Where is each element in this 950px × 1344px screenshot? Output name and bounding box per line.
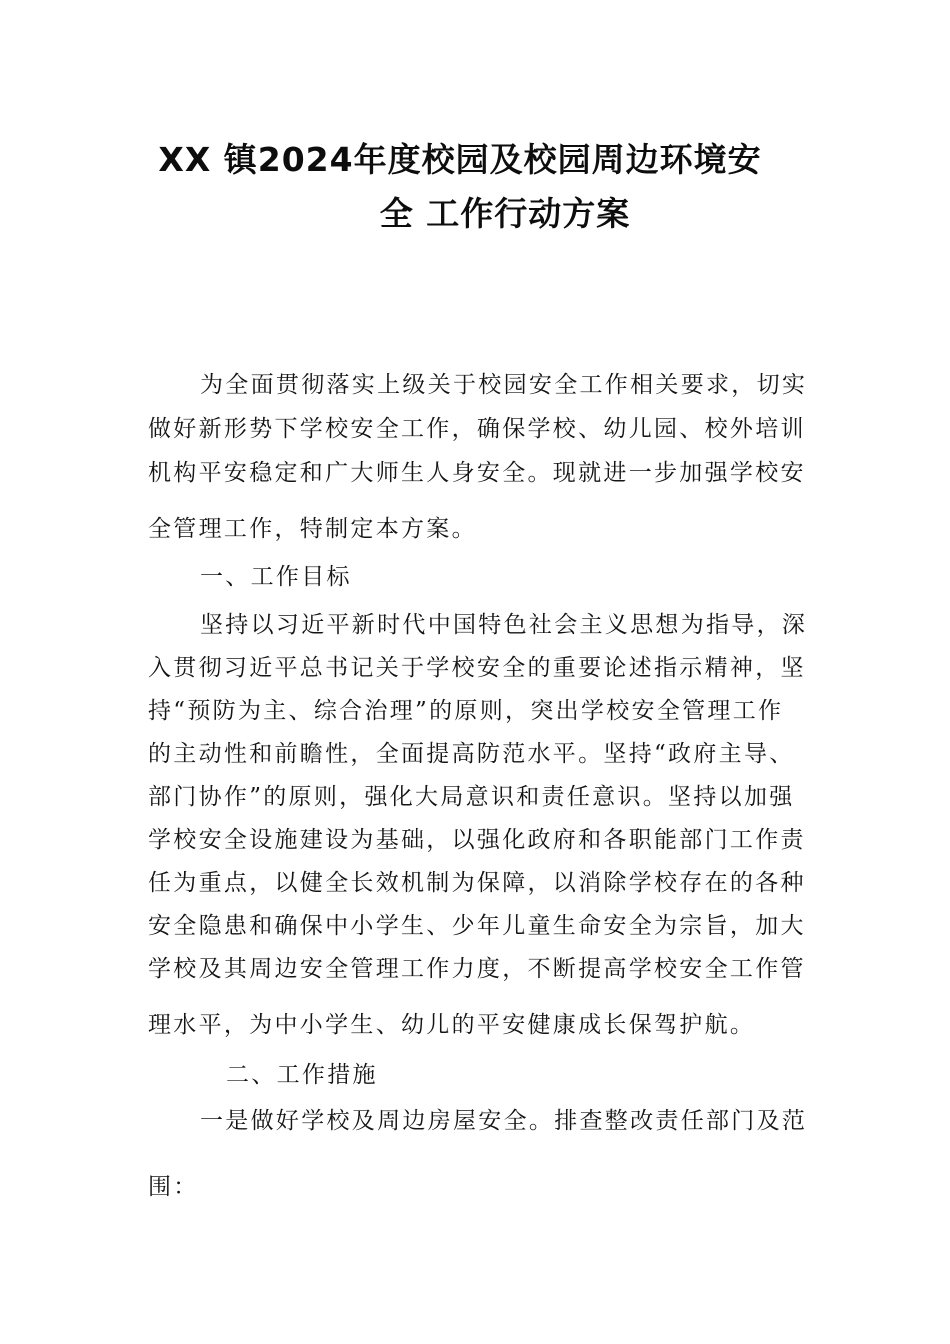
text-line: 入贯彻习近平总书记关于学校安全的重要论述指示精神，坚 <box>148 655 806 681</box>
text-line: 任为重点，以健全长效机制为保障，以消除学校存在的各种 <box>148 870 806 896</box>
text-line: 部门协作”的原则，强化大局意识和责任意识。坚持以加强 <box>148 784 795 810</box>
section-heading: 一、工作目标 <box>200 564 352 590</box>
text-line: 学校安全设施建设为基础，以强化政府和各职能部门工作责 <box>148 827 806 853</box>
text-line: 为全面贯彻落实上级关于校园安全工作相关要求，切实 <box>200 372 808 398</box>
text-line: 全管理工作，特制定本方案。 <box>148 516 477 542</box>
text-line: 围： <box>148 1174 199 1200</box>
text-line: 安全隐患和确保中小学生、少年儿童生命安全为宗旨，加大 <box>148 913 806 939</box>
text-line: 理水平，为中小学生、幼儿的平安健康成长保驾护航。 <box>148 1012 756 1038</box>
section-heading: 二、工作措施 <box>226 1062 378 1088</box>
text-line: 做好新形势下学校安全工作，确保学校、幼儿园、校外培训 <box>148 416 806 442</box>
text-line: 机构平安稳定和广大师生人身安全。现就进一步加强学校安 <box>148 460 806 486</box>
text-line: 学校及其周边安全管理工作力度，不断提高学校安全工作管 <box>148 956 806 982</box>
text-line: 持“预防为主、综合治理”的原则，突出学校安全管理工作 <box>148 698 784 724</box>
document-title-line-2: 全 工作行动方案 <box>379 194 631 233</box>
text-line: 一是做好学校及周边房屋安全。排查整改责任部门及范 <box>200 1108 808 1134</box>
text-line: 坚持以习近平新时代中国特色社会主义思想为指导，深 <box>200 612 808 638</box>
text-line: 的主动性和前瞻性，全面提高防范水平。坚持“政府主导、 <box>148 741 795 767</box>
document-title-line-1: XX 镇2024年度校园及校园周边环境安 <box>158 140 762 179</box>
